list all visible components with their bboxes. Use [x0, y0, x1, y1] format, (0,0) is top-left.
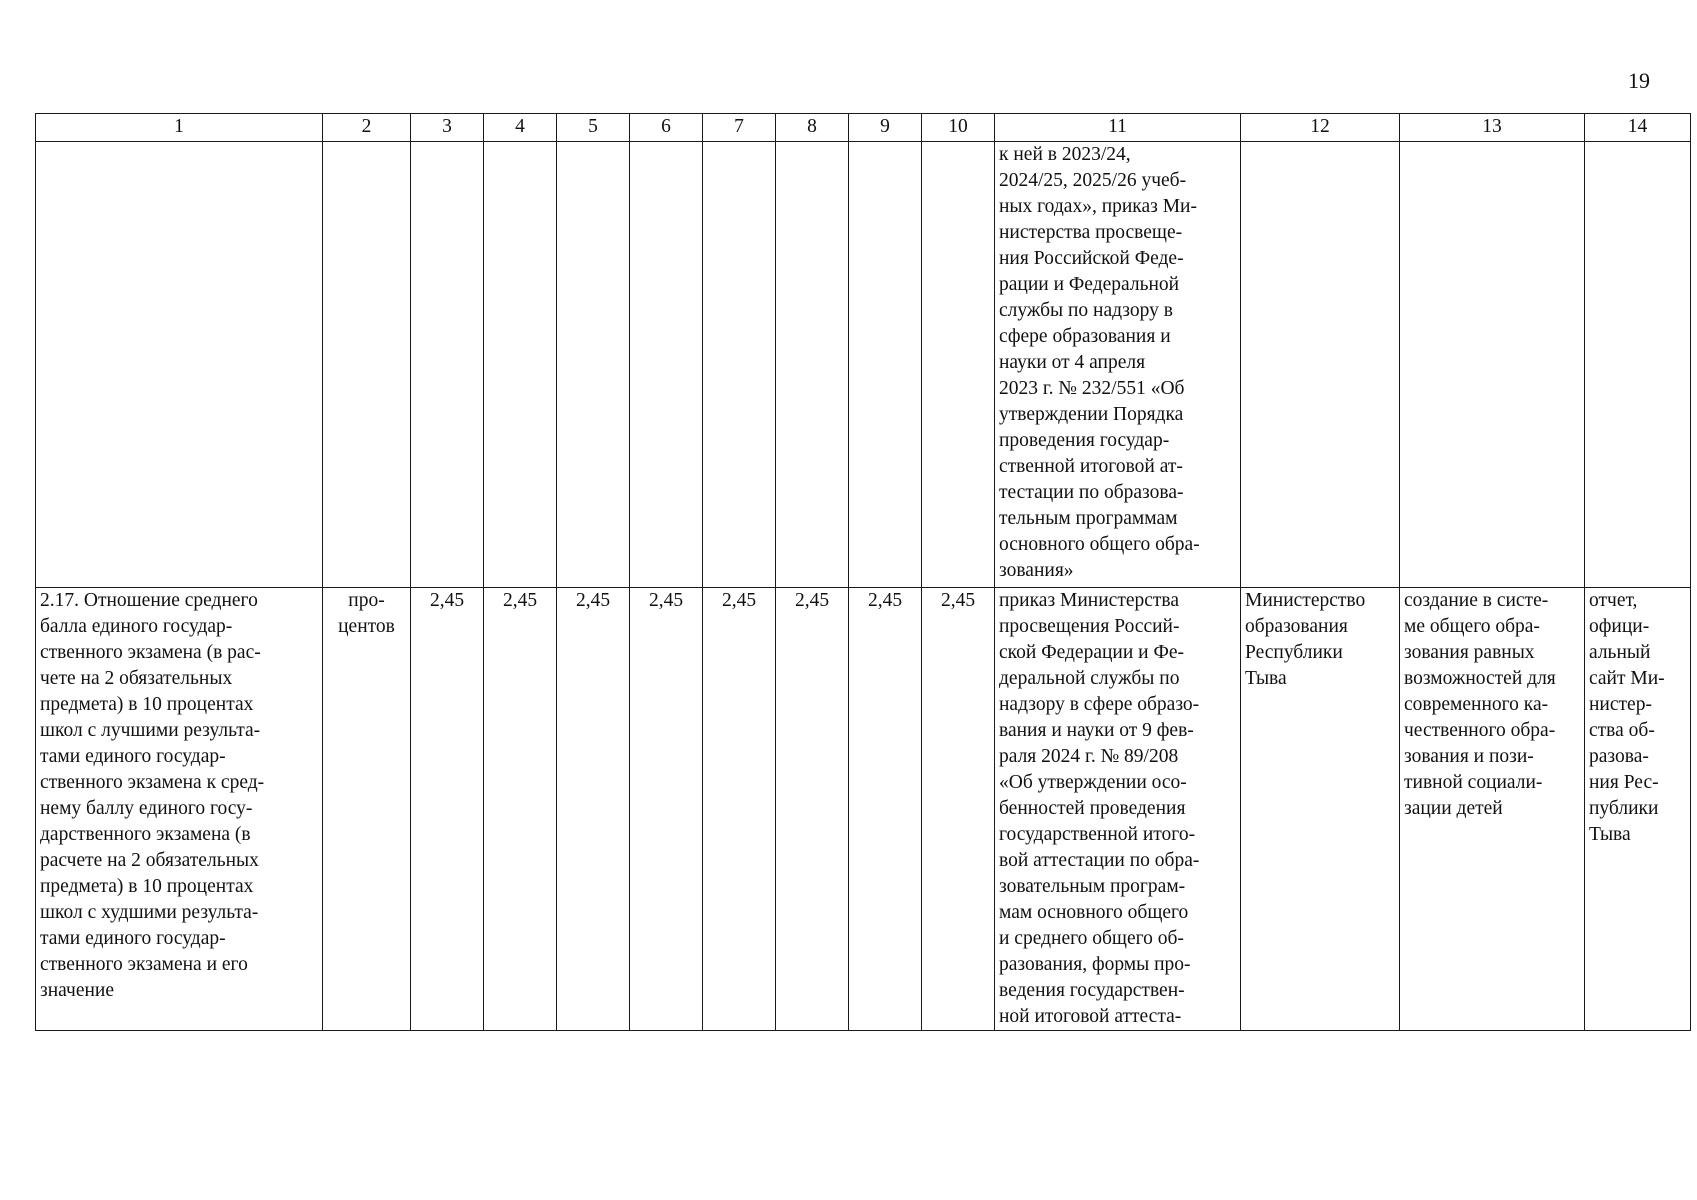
empty-cell [557, 142, 630, 588]
value-cell: 2,45 [411, 588, 484, 1031]
column-header: 2 [323, 114, 411, 142]
column-header: 5 [557, 114, 630, 142]
value-cell: 2,45 [703, 588, 776, 1031]
empty-cell [36, 142, 323, 588]
page-number: 19 [1628, 68, 1650, 93]
indicator-row-2-17 [36, 588, 1691, 1031]
column-header: 12 [1241, 114, 1400, 142]
column-header: 6 [630, 114, 703, 142]
goal-cell: создание в систе- ме общего обра- зования равных возможностей для современного ка- чественного обра- зования и пози- тивной социали- зации детей [1400, 588, 1585, 1031]
column-header: 4 [484, 114, 557, 142]
empty-cell [776, 142, 849, 588]
source-cell: отчет, офици- альный сайт Ми- нистер- ства об- разова- ния Рес- публики Тыва [1585, 588, 1691, 1031]
empty-cell [411, 142, 484, 588]
empty-cell [630, 142, 703, 588]
column-number-row [36, 114, 1691, 142]
column-header: 14 [1585, 114, 1691, 142]
column-header: 8 [776, 114, 849, 142]
responsible-cell: Министерство образования Республики Тыва [1241, 588, 1400, 1031]
column-header: 11 [995, 114, 1241, 142]
unit-cell: про- центов [323, 588, 411, 1031]
empty-cell [484, 142, 557, 588]
empty-cell [1400, 142, 1585, 588]
legal-basis-cell: приказ Министерства просвещения Россий- ской Федерации и Фе- деральной службы по надзору в сфере образо- вания и науки от 9 фев- раля 2024 г. № 89/208 «Об утверждении осо- бенностей проведения государственной итого- вой аттестации по обра- зовательным програм- мам основного общего и среднего общего об- разования, формы про- ведения государствен- ной итоговой аттеста- [995, 588, 1241, 1031]
empty-cell [323, 142, 411, 588]
column-header: 3 [411, 114, 484, 142]
empty-cell [703, 142, 776, 588]
value-cell: 2,45 [922, 588, 995, 1031]
value-cell: 2,45 [630, 588, 703, 1031]
value-cell: 2,45 [557, 588, 630, 1031]
empty-cell [1585, 142, 1691, 588]
empty-cell [922, 142, 995, 588]
value-cell: 2,45 [776, 588, 849, 1031]
empty-cell [849, 142, 922, 588]
column-header: 13 [1400, 114, 1585, 142]
column-header: 10 [922, 114, 995, 142]
value-cell: 2,45 [849, 588, 922, 1031]
column-header: 1 [36, 114, 323, 142]
value-cell: 2,45 [484, 588, 557, 1031]
legal-basis-continued-cell: к ней в 2023/24, 2024/25, 2025/26 учеб- ных годах», приказ Ми- нистерства просвеще- ния Российской Феде- рации и Федеральной службы по надзору в сфере образования и науки от 4 апреля 2023 г. № 232/551 «Об утверждении Порядка проведения государ- ственной итоговой ат- тестации по образова- тельным программам основного общего обра- зования» [995, 142, 1241, 588]
indicator-name-cell: 2.17. Отношение среднего балла единого государ- ственного экзамена (в рас- чете на 2 обязательных предмета) в 10 процентах школ с лучшими результа- тами единого государ- ственного экзамена к сред- нему баллу единого госу- дарственного экзамена (в расчете на 2 обязательных предмета) в 10 процентах школ с худшими результа- тами единого государ- ственного экзамена и его значение [36, 588, 323, 1031]
empty-cell [1241, 142, 1400, 588]
continued-row [36, 142, 1691, 588]
column-header: 7 [703, 114, 776, 142]
column-header: 9 [849, 114, 922, 142]
indicators-table [35, 113, 1691, 1031]
